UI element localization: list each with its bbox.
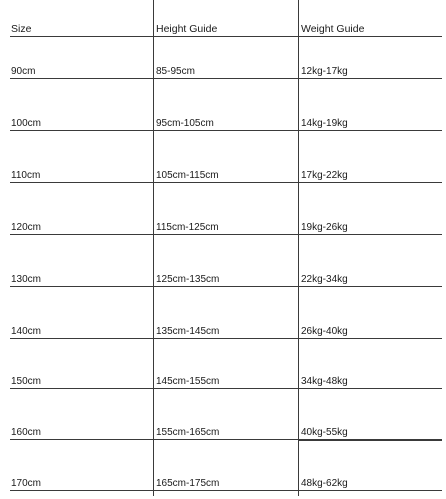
- height-cell: 165cm-175cm: [156, 478, 220, 489]
- height-cell: 105cm-115cm: [156, 170, 219, 181]
- weight-cell: 34kg-48kg: [301, 376, 348, 387]
- row-line: [10, 130, 442, 131]
- weight-cell: 40kg-55kg: [301, 427, 348, 438]
- height-cell: 145cm-155cm: [156, 376, 220, 387]
- weight-cell: 22kg-34kg: [301, 274, 348, 285]
- weight-cell: 14kg-19kg: [301, 118, 348, 129]
- header-size: Size: [11, 23, 32, 35]
- size-cell: 110cm: [11, 170, 41, 181]
- weight-cell: 26kg-40kg: [301, 326, 348, 337]
- height-cell: 125cm-135cm: [156, 274, 220, 285]
- row-line: [10, 234, 442, 235]
- row-line: [10, 182, 442, 183]
- height-cell: 95cm-105cm: [156, 118, 214, 129]
- weight-cell: 17kg-22kg: [301, 170, 348, 181]
- height-cell: 115cm-125cm: [156, 222, 219, 233]
- row-line: [10, 78, 442, 79]
- column-divider: [298, 0, 299, 496]
- height-cell: 155cm-165cm: [156, 427, 220, 438]
- row-line: [10, 490, 442, 491]
- header-weight-guide: Weight Guide: [301, 23, 365, 35]
- height-cell: 85-95cm: [156, 66, 195, 77]
- height-cell: 135cm-145cm: [156, 326, 220, 337]
- size-cell: 90cm: [11, 66, 36, 77]
- header-row-line: [10, 36, 442, 37]
- size-cell: 120cm: [11, 222, 42, 233]
- size-cell: 100cm: [11, 118, 42, 129]
- weight-cell: 48kg-62kg: [301, 478, 348, 489]
- row-line: [10, 388, 442, 389]
- header-height-guide: Height Guide: [156, 23, 218, 35]
- size-cell: 140cm: [11, 326, 42, 337]
- row-line: [10, 286, 442, 287]
- column-divider: [153, 0, 154, 496]
- size-cell: 130cm: [11, 274, 42, 285]
- size-cell: 150cm: [11, 376, 42, 387]
- weight-cell: 12kg-17kg: [301, 66, 348, 77]
- size-cell: 170cm: [11, 478, 42, 489]
- weight-cell: 19kg-26kg: [301, 222, 348, 233]
- size-cell: 160cm: [11, 427, 42, 438]
- row-line: [10, 338, 442, 339]
